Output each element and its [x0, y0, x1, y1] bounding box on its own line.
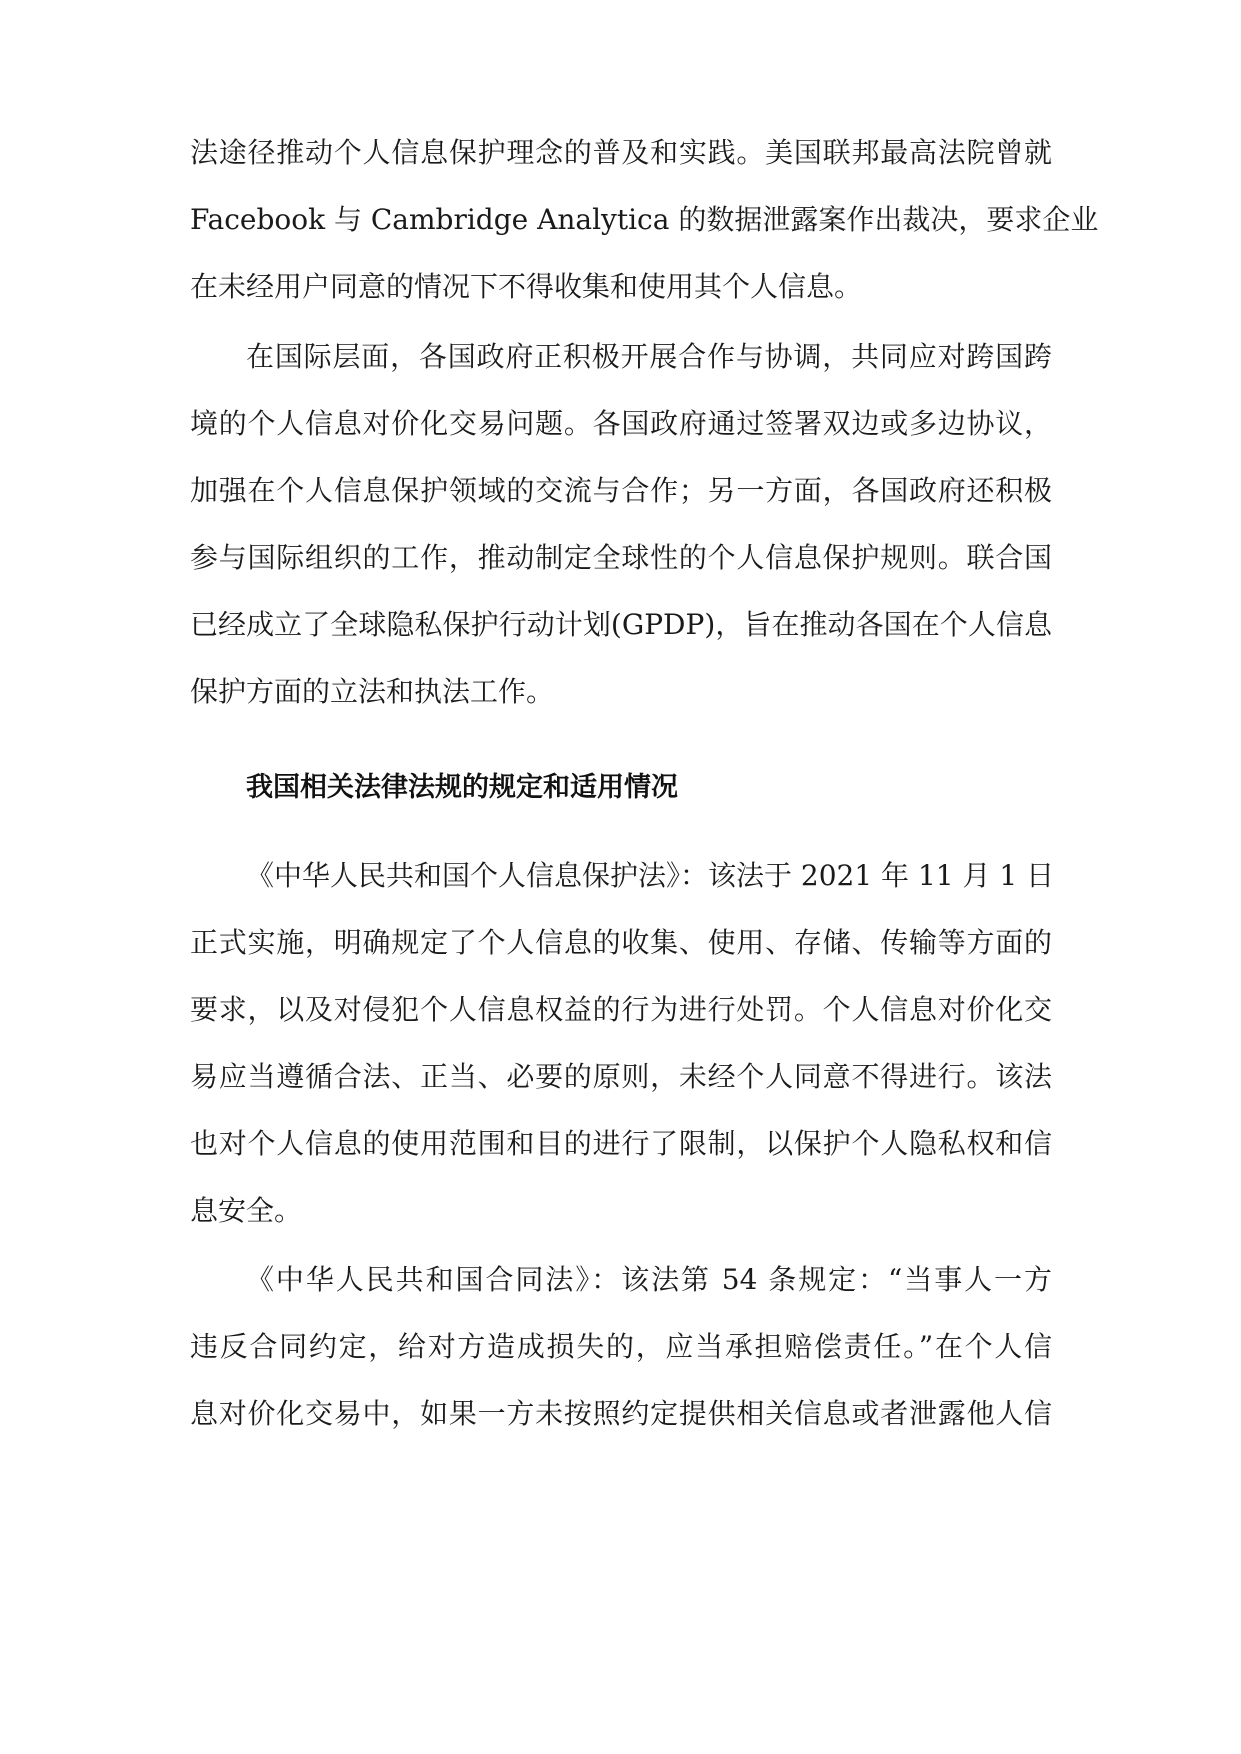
- paragraph-line: 保护方面的立法和执法工作。: [190, 675, 555, 708]
- paragraph-line: 息安全。: [190, 1194, 303, 1227]
- paragraph-line: 在国际层面，各国政府正积极开展合作与协调，共同应对跨国跨: [246, 340, 1052, 373]
- paragraph-line: 加强在个人信息保护领域的交流与合作；另一方面，各国政府还积极: [190, 474, 1052, 507]
- paragraph-line: 易应当遵循合法、正当、必要的原则，未经个人同意不得进行。该法: [190, 1060, 1052, 1093]
- paragraph-line: Facebook 与 Cambridge Analytica 的数据泄露案作出裁决，要求企业: [190, 203, 1099, 236]
- paragraph-line: 参与国际组织的工作，推动制定全球性的个人信息保护规则。联合国: [190, 541, 1052, 574]
- paragraph-line: 要求，以及对侵犯个人信息权益的行为进行处罚。个人信息对价化交: [190, 993, 1052, 1026]
- paragraph-line: 在未经用户同意的情况下不得收集和使用其个人信息。: [190, 270, 863, 303]
- paragraph-line: 法途径推动个人信息保护理念的普及和实践。美国联邦最高法院曾就: [190, 136, 1052, 169]
- paragraph-line: 正式实施，明确规定了个人信息的收集、使用、存储、传输等方面的: [190, 926, 1052, 959]
- paragraph-line: 违反合同约定，给对方造成损失的，应当承担赔偿责任。”在个人信: [190, 1330, 1052, 1363]
- paragraph-line: 已经成立了全球隐私保护行动计划(GPDP)，旨在推动各国在个人信息: [190, 608, 1052, 641]
- paragraph-line: 《中华人民共和国合同法》：该法第 54 条规定：“当事人一方: [246, 1263, 1052, 1296]
- paragraph-line: 境的个人信息对价化交易问题。各国政府通过签署双边或多边协议，: [190, 407, 1052, 440]
- paragraph-line: 息对价化交易中，如果一方未按照约定提供相关信息或者泄露他人信: [190, 1397, 1052, 1430]
- paragraph-line: 《中华人民共和国个人信息保护法》：该法于 2021 年 11 月 1 日: [246, 859, 1055, 892]
- paragraph-line: 也对个人信息的使用范围和目的进行了限制，以保护个人隐私权和信: [190, 1127, 1052, 1160]
- section-heading: 我国相关法律法规的规定和适用情况: [246, 772, 678, 803]
